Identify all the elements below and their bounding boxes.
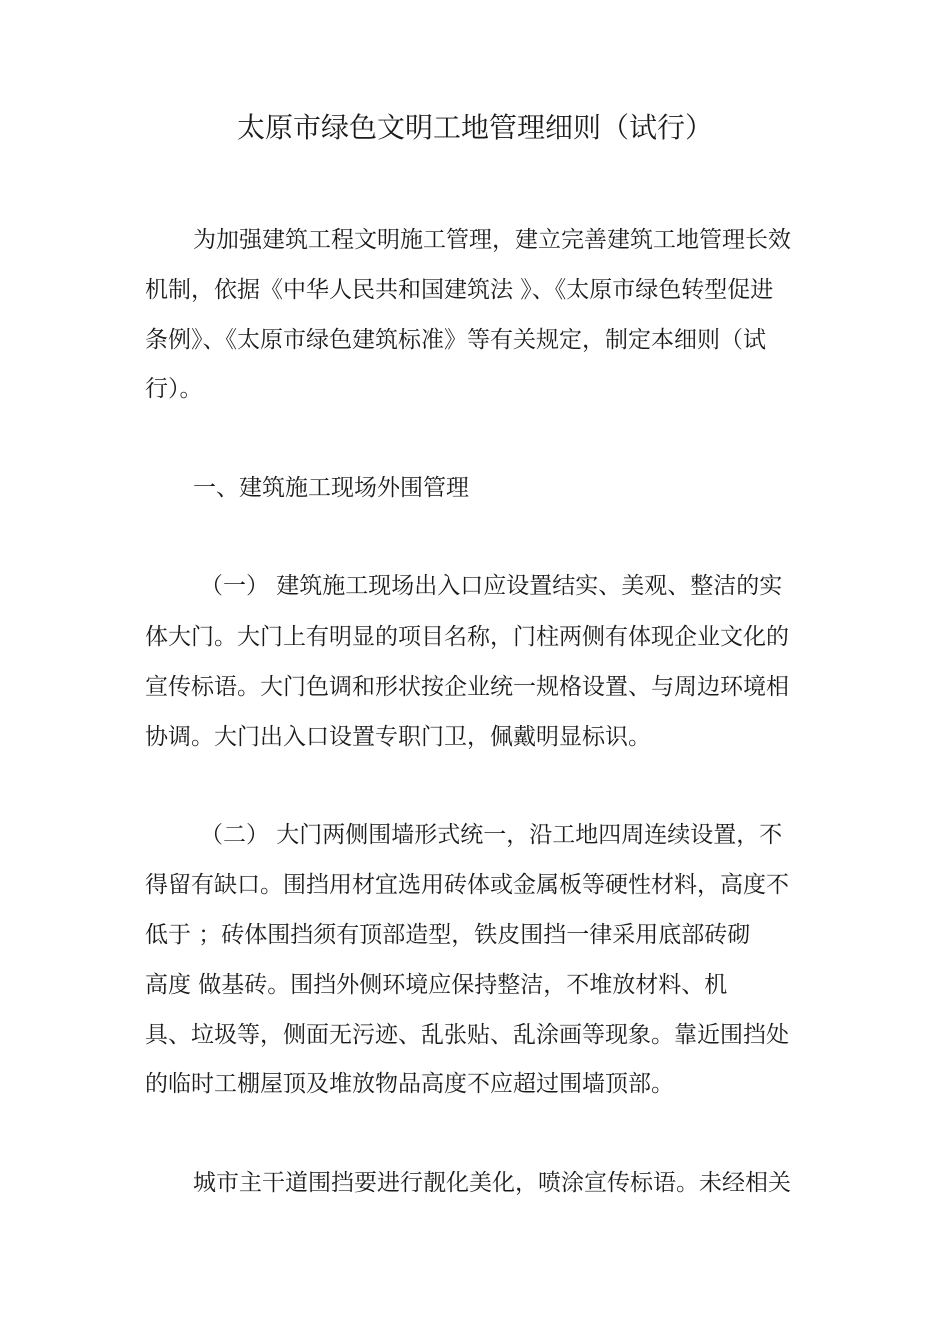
item1-line-2: 体大门。大门上有明显的项目名称，门柱两侧有体现企业文化的 <box>145 624 789 650</box>
intro-line-2: 机制，依据《中华人民共和国建筑法 》、《太原市绿色转型促进 <box>145 277 774 303</box>
item2-line-6: 的临时工棚屋顶及堆放物品高度不应超过围墙顶部。 <box>145 1071 674 1097</box>
intro-line-4: 行）。 <box>145 376 203 402</box>
section-heading: 一、建筑施工现场外围管理 <box>193 475 469 501</box>
item2-line-4: 高度 做基砖。围挡外侧环境应保持整洁，不堆放材料、机 <box>145 972 728 998</box>
item2-line-2: 得留有缺口。围挡用材宜选用砖体或金属板等硬性材料，高度不 <box>145 872 789 898</box>
item2-line-1: （二） 大门两侧围墙形式统一，沿工地四周连续设置，不 <box>200 822 783 848</box>
item1-line-1: （一） 建筑施工现场出入口应设置结实、美观、整洁的实 <box>200 573 783 599</box>
item2-line-3: 低于 ；砖体围挡须有顶部造型，铁皮围挡一律采用底部砖砌 <box>145 922 751 948</box>
intro-line-1: 为加强建筑工程文明施工管理，建立完善建筑工地管理长效 <box>193 227 791 253</box>
item1-line-4: 协调。大门出入口设置专职门卫，佩戴明显标识。 <box>145 724 651 750</box>
document-title: 太原市绿色文明工地管理细则（试行） <box>236 111 713 144</box>
item2-line-5: 具、垃圾等，侧面无污迹、乱张贴、乱涂画等现象。靠近围挡处 <box>145 1022 789 1048</box>
intro-line-3: 条例》、《太原市绿色建筑标准》等有关规定，制定本细则（试 <box>145 327 766 353</box>
para3-line-1: 城市主干道围挡要进行靓化美化，喷涂宣传标语。未经相关 <box>193 1170 791 1196</box>
item1-line-3: 宣传标语。大门色调和形状按企业统一规格设置、与周边环境相 <box>145 674 789 700</box>
